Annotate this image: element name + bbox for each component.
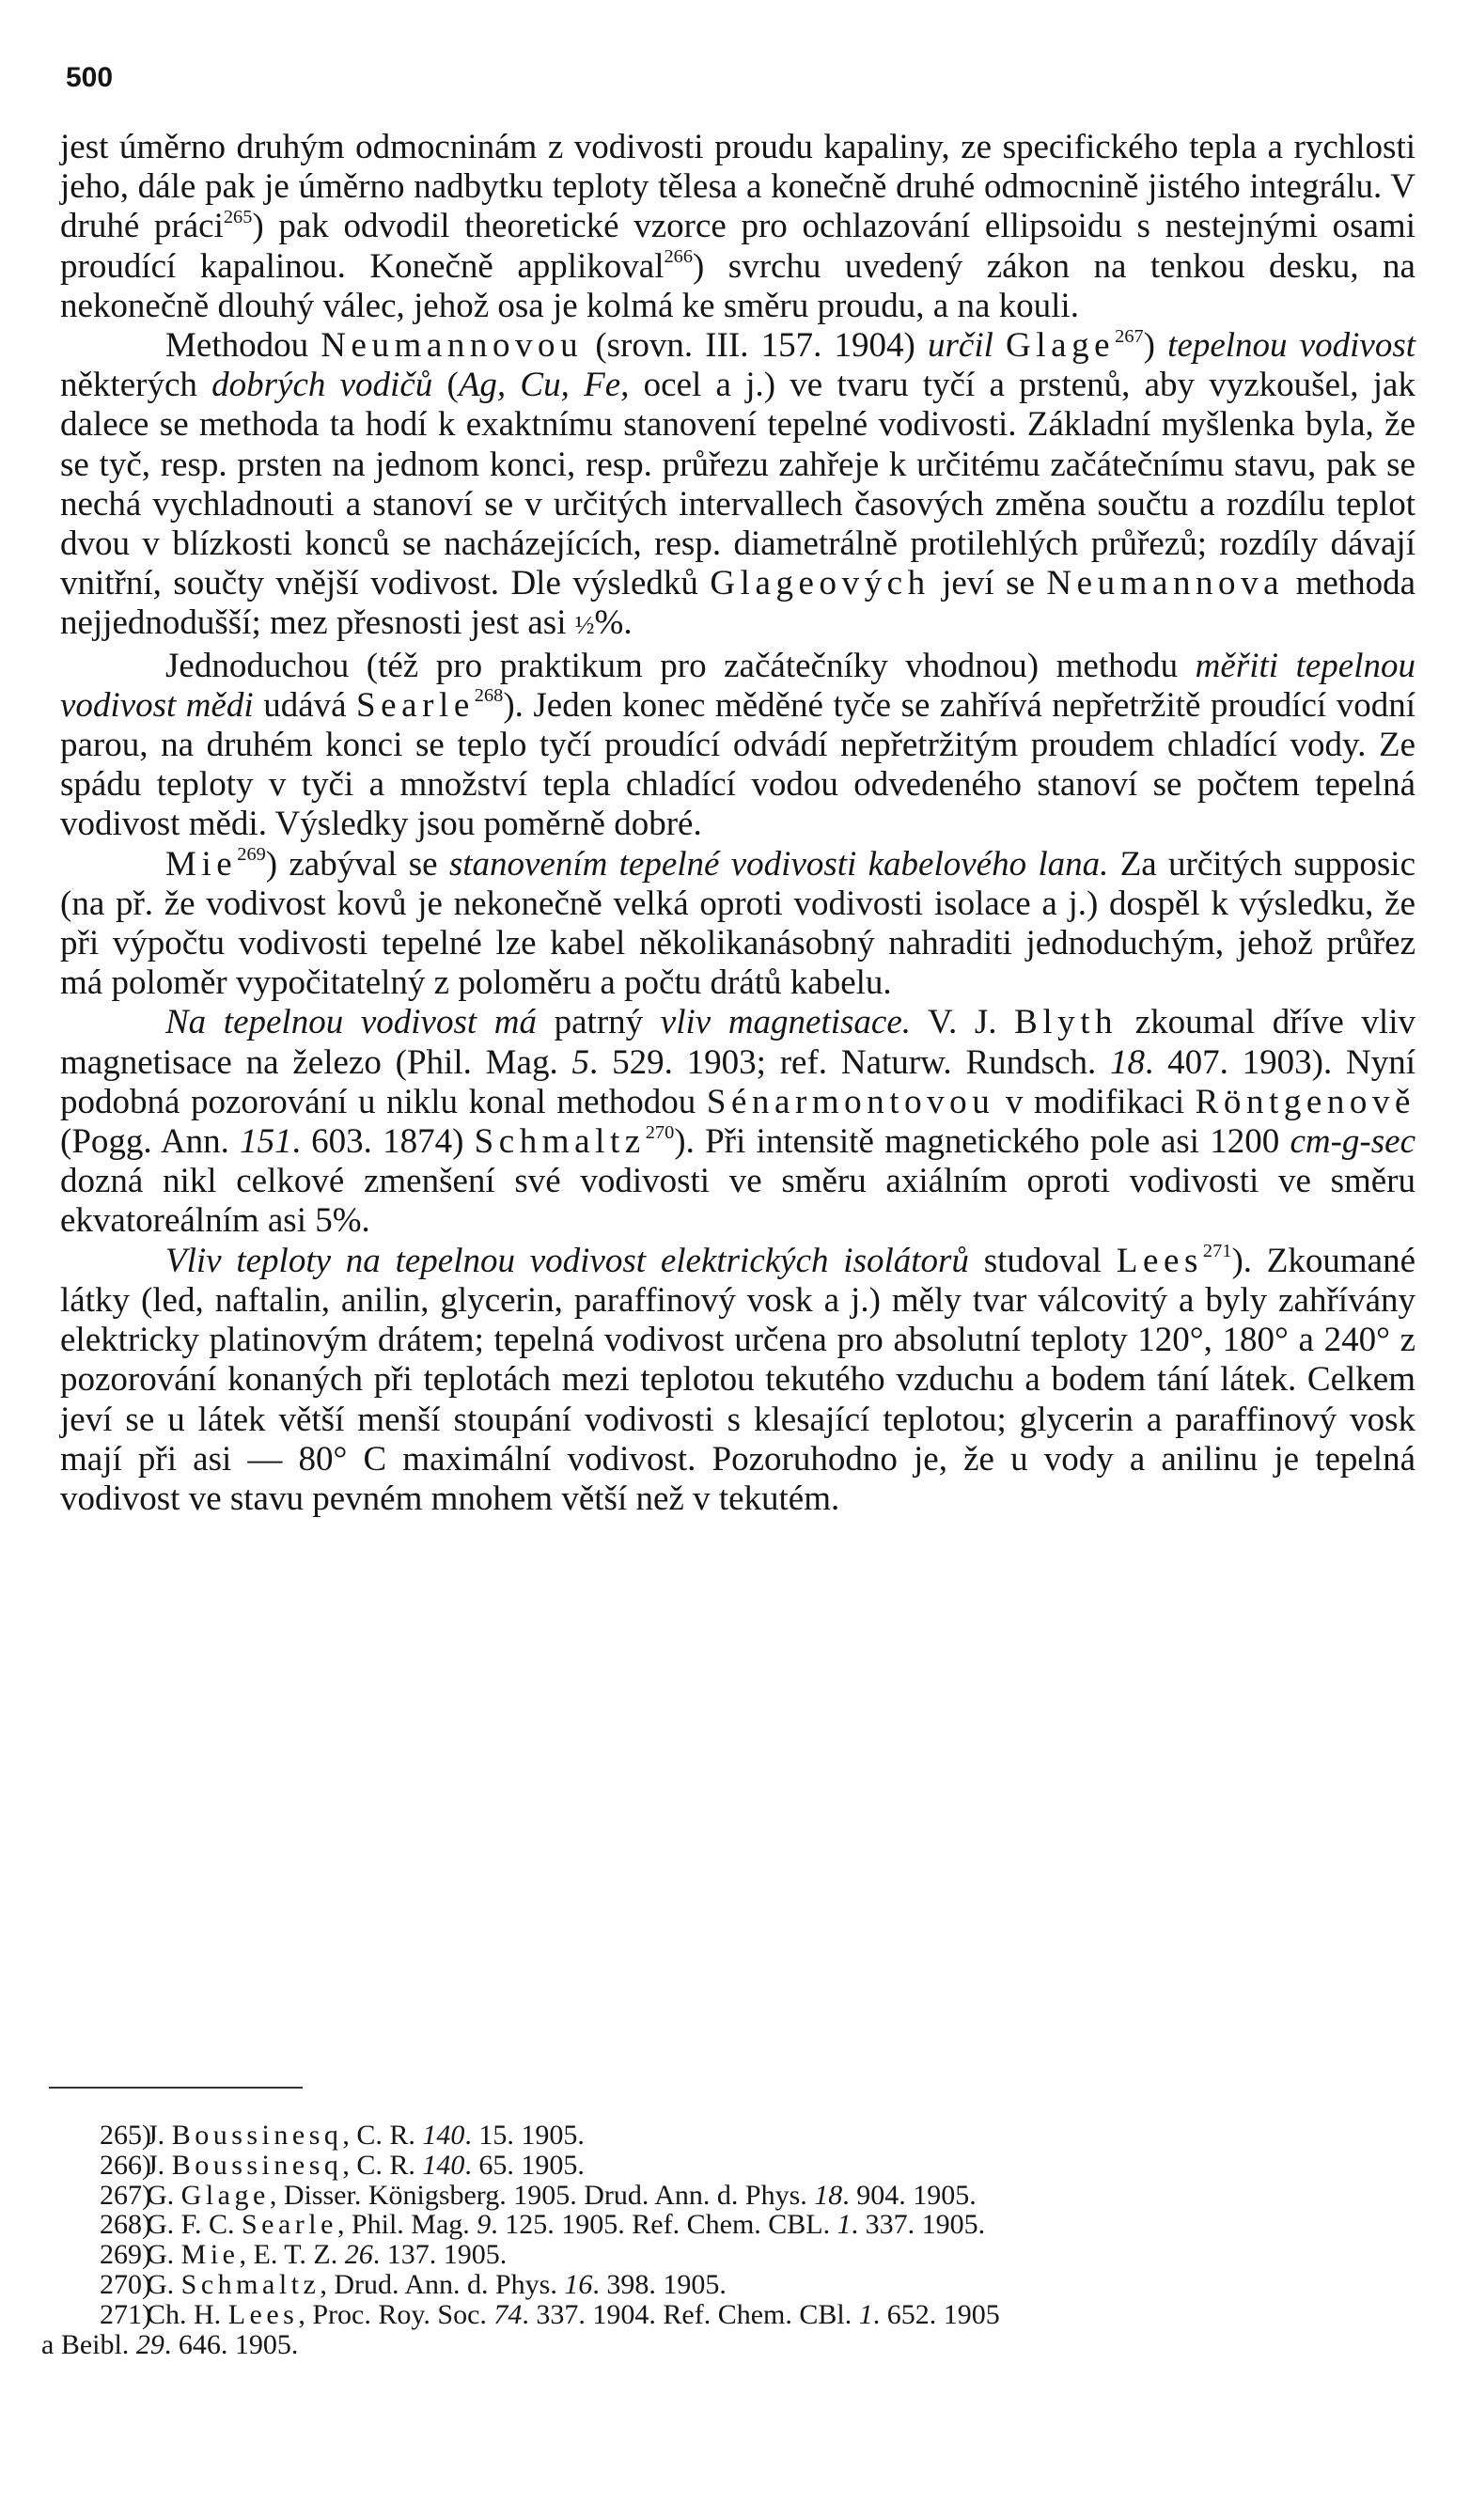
paragraph-4: Mie$^{269}$) zabýval se stanovením tepelné vodivosti kabelového lana. Za určitých supposic (na př. že vodivost kovů je nekonečně velká oproti vodivosti isolace a j.) dospěl k výsledku, že při výpočtu vodivosti tepelné lze kabel několikanásobný nahraditi jednoduchým, jehož průřez má poloměr vypočitatelný z poloměru a počtu drátů kabelu. (60, 844, 1416, 1003)
footnotes (41, 2121, 1414, 2359)
page-number: 500 (66, 62, 114, 93)
footnote-ref[interactable]: 265 (223, 207, 253, 228)
paragraph-5: Na tepelnou vodivost má patrný vliv magnetisace. V. J. Blyth zkoumal dříve vliv magnetisace na železo (Phil. Mag. 5. 529. 1903; ref. Naturw. Rundsch. 18. 407. 1903). Nyní podobná pozorování u niklu konal methodou Sénarmontovou v modifikaci Röntgenově (Pogg. Ann. 151. 603. 1874) Schmaltz$^{270}$). Při intensitě magnetického pole asi 1200 cm-g-sec dozná nikl celkové zmenšení své vodivosti ve směru axiálním oproti vodivosti ve směru ekvatoreálním asi 5%. (60, 1003, 1416, 1241)
paragraph-2: Methodou Neumannovou (srovn. III. 157. 1904) určil Glage$^{267}$) tepelnou vodivost některých dobrých vodičů (Ag, Cu, Fe, ocel a j.) ve tvaru tyčí a prstenů, aby vyzkoušel, jak dalece se methoda ta hodí k exaktnímu stanovení tepelné vodivosti. Základní myšlenka byla, že se tyč, resp. prsten na jednom konci, resp. průřezu zahřeje k určitému začátečnímu stavu, pak se nechá vychladnouti a stanoví se v určitých intervallech časových změna součtu a rozdílu teplot dvou v blízkosti konců se nacházejících, resp. diametrálně protilehlých průřezů; rozdíly dávají vnitřní, součty vnější vodivost. Dle výsledků Glageových jeví se Neumannova methoda nejjednodušší; mez přesnosti jest asi ½%. (60, 325, 1416, 643)
footnote-ref[interactable]: 269 (237, 844, 266, 866)
footnote-divider (49, 2087, 303, 2089)
paragraph-3: Jednoduchou (též pro praktikum pro začátečníky vhodnou) methodu měřiti tepelnou vodivost mědi udává Searle$^{268}$). Jeden konec měděné tyče se zahřívá nepřetržitě proudící vodní parou, na druhém konci se teplo tyčí proudící odvádí nepřetržitým proudem chladící vody. Ze spádu teploty v tyči a množství tepla chladící vodou odvedeného stanoví se počtem tepelná vodivost mědi. Výsledky jsou poměrně dobré. (60, 646, 1416, 844)
paragraph-1: jest úměrno druhým odmocninám z vodivosti proudu kapaliny, ze specifického tepla a rychlosti jeho, dále pak je úměrno nadbytku teploty tělesa a konečně druhé odmocnině jistého integrálu. V druhé práci$^{265}$) pak odvodil theoretické vzorce pro ochlazování ellipsoidu s nestejnými osami proudící kapalinou. Konečně applikoval$^{266}$) svrchu uvedený zákon na tenkou desku, na nekonečně dlouhý válec, jehož osa je kolmá ke směru proudu, a na kouli. (60, 128, 1415, 325)
footnote-continuation: a Beibl. 29. 646. 1905. (41, 2328, 299, 2360)
footnote-ref[interactable]: 266 (664, 246, 694, 268)
footnote-ref[interactable]: 267 (1115, 325, 1144, 347)
body-text (60, 128, 1415, 1519)
footnote: 271)Ch. H. Lees, Proc. Roy. Soc. 74. 337. 1904. Ref. Chem. CBl. 1. 652. 1905 (100, 2298, 1000, 2330)
footnote: 270)G. Schmaltz, Drud. Ann. d. Phys. 16. 398. 1905. (100, 2268, 727, 2300)
footnote: 267)G. Glage, Disser. Königsberg. 1905. Drud. Ann. d. Phys. 18. 904. 1905. (100, 2179, 977, 2211)
footnote-ref[interactable]: 271 (1202, 1241, 1232, 1262)
footnote: 266)J. Boussinesq, C. R. 140. 65. 1905. (100, 2149, 585, 2181)
footnote-ref[interactable]: 270 (645, 1121, 675, 1143)
footnote: 268)G. F. C. Searle, Phil. Mag. 9. 125. 1905. Ref. Chem. CBL. 1. 337. 1905. (100, 2209, 986, 2241)
footnote-ref[interactable]: 268 (474, 685, 504, 707)
footnote: 265)J. Boussinesq, C. R. 140. 15. 1905. (100, 2120, 585, 2151)
footnote: 269)G. Mie, E. T. Z. 26. 137. 1905. (100, 2239, 508, 2271)
paragraph-6: Vliv teploty na tepelnou vodivost elektrických isolátorů studoval Lees$^{271}$). Zkoumané látky (led, naftalin, anilin, glycerin, paraffinový vosk a j.) měly tvar válcovitý a byly zahřívány elektricky platinovým drátem; tepelná vodivost určena pro absolutní teploty 120°, 180° a 240° z pozorování konaných při teplotách mezi teplotou tekutého vzduchu a bodem tání látek. Celkem jeví se u látek větší menší stoupání vodivosti s klesající teplotou; glycerin a paraffinový vosk mají při asi — 80° C maximální vodivost. Pozoruhodno je, že u vody a anilinu je tepelná vodivost ve stavu pevném mnohem větší než v tekutém. (60, 1241, 1416, 1518)
